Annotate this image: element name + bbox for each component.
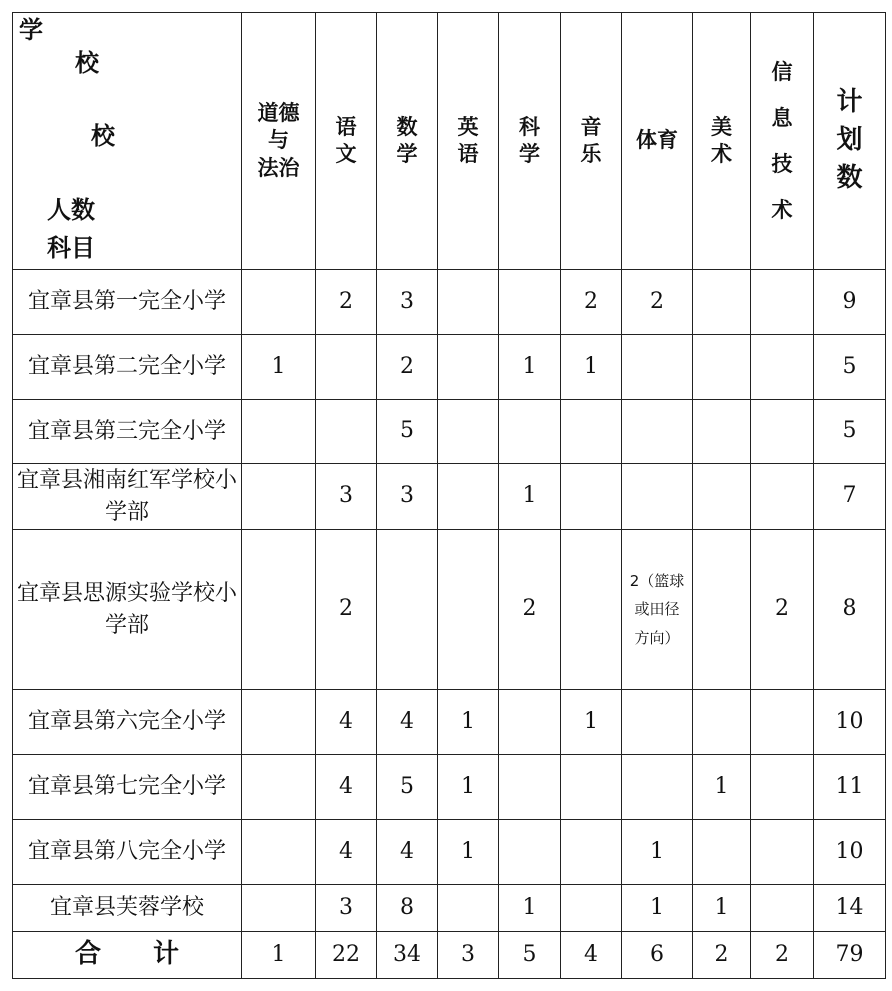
quota-cell [499,400,561,464]
corner-label-xue: 学 [19,16,43,44]
quota-cell [561,400,622,464]
quota-cell [499,270,561,335]
quota-cell [751,400,814,464]
quota-cell: 3 [377,270,438,335]
quota-cell: 8 [377,885,438,932]
quota-cell [561,885,622,932]
total-cell: 3 [438,932,499,979]
quota-cell [751,690,814,755]
total-cell: 6 [622,932,693,979]
school-name-cell: 宜章县芙蓉学校 [13,885,242,932]
quota-cell: 1 [561,690,622,755]
corner-label-xiao-1: 校 [75,49,99,77]
quota-cell: 8 [814,530,886,690]
quota-cell [561,755,622,820]
table-row [13,335,886,400]
header-subject-morality-law: 道德 与 法治 [242,13,316,270]
recruitment-plan-table [12,12,886,979]
quota-cell: 3 [377,464,438,530]
quota-cell: 4 [316,690,377,755]
total-label: 合 计 [13,932,242,979]
quota-cell [693,820,751,885]
quota-cell [499,755,561,820]
quota-cell: 1 [438,755,499,820]
school-name-cell: 宜章县第八完全小学 [13,820,242,885]
quota-cell: 11 [814,755,886,820]
quota-cell: 1 [438,820,499,885]
quota-cell [242,885,316,932]
quota-cell [242,464,316,530]
quota-cell: 1 [693,885,751,932]
quota-cell [693,530,751,690]
quota-cell [316,335,377,400]
corner-label-kemu: 科目 [47,234,95,262]
total-cell: 2 [751,932,814,979]
header-subject-art: 美 术 [693,13,751,270]
quota-cell [242,820,316,885]
quota-cell [751,270,814,335]
header-plan-total: 计 划 数 [814,13,886,270]
quota-cell [622,335,693,400]
quota-cell [561,530,622,690]
quota-cell [622,400,693,464]
quota-cell: 4 [377,690,438,755]
corner-header-cell [13,13,242,270]
quota-cell: 2 [316,530,377,690]
header-subject-english: 英 语 [438,13,499,270]
table-row [13,464,886,530]
quota-cell [751,464,814,530]
header-subject-pe: 体育 [622,13,693,270]
quota-cell: 2 [622,270,693,335]
total-cell: 22 [316,932,377,979]
school-name-cell: 宜章县湘南红军学校小学部 [13,464,242,530]
quota-cell [561,820,622,885]
school-name-cell: 宜章县第六完全小学 [13,690,242,755]
quota-cell: 3 [316,885,377,932]
quota-cell [242,270,316,335]
quota-cell [438,335,499,400]
total-cell: 4 [561,932,622,979]
quota-cell: 2 [499,530,561,690]
table-row [13,885,886,932]
total-cell: 5 [499,932,561,979]
quota-cell: 4 [316,820,377,885]
quota-cell: 1 [561,335,622,400]
corner-label-xiao-2: 校 [91,122,115,150]
quota-cell [438,530,499,690]
table-row [13,400,886,464]
quota-cell: 2 [316,270,377,335]
total-cell: 79 [814,932,886,979]
quota-cell: 5 [377,400,438,464]
quota-cell [693,690,751,755]
corner-label-renshu: 人数 [47,196,95,224]
quota-cell: 4 [377,820,438,885]
quota-cell: 1 [622,820,693,885]
quota-cell [438,270,499,335]
quota-cell: 1 [242,335,316,400]
table-row [13,690,886,755]
quota-cell: 9 [814,270,886,335]
table-row [13,755,886,820]
school-name-cell: 宜章县第三完全小学 [13,400,242,464]
school-name-cell: 宜章县思源实验学校小学部 [13,530,242,690]
header-subject-music: 音 乐 [561,13,622,270]
quota-cell: 2（篮球或田径方向） [622,530,693,690]
quota-cell [693,270,751,335]
quota-cell [242,530,316,690]
quota-cell: 1 [499,464,561,530]
quota-cell [242,400,316,464]
quota-cell: 1 [438,690,499,755]
quota-cell: 2 [561,270,622,335]
quota-cell: 1 [499,335,561,400]
total-cell: 34 [377,932,438,979]
quota-cell: 10 [814,820,886,885]
quota-cell [751,755,814,820]
quota-cell [751,885,814,932]
quota-cell [242,755,316,820]
quota-cell [438,400,499,464]
header-subject-science: 科 学 [499,13,561,270]
quota-cell: 1 [693,755,751,820]
quota-cell [693,400,751,464]
header-subject-math: 数 学 [377,13,438,270]
quota-cell [316,400,377,464]
quota-cell: 10 [814,690,886,755]
quota-cell [438,885,499,932]
quota-cell: 4 [316,755,377,820]
school-name-cell: 宜章县第七完全小学 [13,755,242,820]
quota-cell [499,690,561,755]
quota-cell [561,464,622,530]
quota-cell [499,820,561,885]
quota-cell [242,690,316,755]
quota-cell: 3 [316,464,377,530]
school-name-cell: 宜章县第一完全小学 [13,270,242,335]
quota-cell: 2 [751,530,814,690]
quota-cell: 7 [814,464,886,530]
table-row [13,530,886,690]
quota-cell: 1 [622,885,693,932]
quota-cell [438,464,499,530]
quota-cell [751,820,814,885]
quota-cell: 5 [814,400,886,464]
school-name-cell: 宜章县第二完全小学 [13,335,242,400]
quota-cell: 5 [814,335,886,400]
quota-cell [693,335,751,400]
quota-cell [622,755,693,820]
header-subject-chinese: 语 文 [316,13,377,270]
quota-cell: 1 [499,885,561,932]
total-cell: 1 [242,932,316,979]
quota-cell [622,464,693,530]
total-row [13,932,886,979]
quota-cell [693,464,751,530]
total-cell: 2 [693,932,751,979]
table-row [13,820,886,885]
quota-cell [751,335,814,400]
quota-cell [622,690,693,755]
quota-cell: 2 [377,335,438,400]
quota-cell: 14 [814,885,886,932]
quota-cell: 5 [377,755,438,820]
header-subject-it: 信 息 技 术 [751,13,814,270]
quota-cell [377,530,438,690]
table-row [13,270,886,335]
